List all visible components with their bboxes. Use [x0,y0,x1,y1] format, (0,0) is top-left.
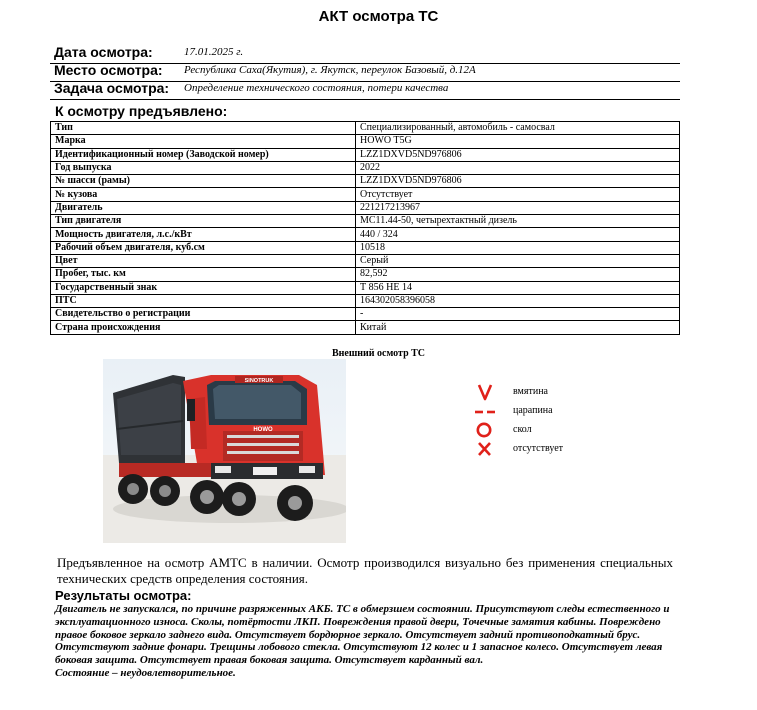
spec-key: Государственный знак [51,281,356,294]
table-row [51,161,680,174]
v-icon [475,383,495,401]
table-row [51,308,680,321]
spec-value: MC11.44-50, четырехтактный дизель [356,215,680,228]
cab-brand-text: SINOTRUK [244,378,274,384]
truck-photo [103,359,346,543]
spec-value: LZZ1DXVD5ND976806 [356,175,680,188]
spec-value: - [356,308,680,321]
spec-key: ПТС [51,294,356,307]
inspection-date-label: Дата осмотра: [54,44,153,60]
v-icon-shape [479,385,491,399]
spec-key: № шасси (рамы) [51,175,356,188]
circle-shape [478,424,490,436]
spec-value: HOWO T5G [356,135,680,148]
spec-value: 2022 [356,161,680,174]
x-icon [475,440,495,458]
table-row [51,188,680,201]
spec-value: Китай [356,321,680,334]
spec-key: Марка [51,135,356,148]
dashes-icon [475,402,495,420]
results-title: Результаты осмотра: [55,588,192,603]
info-row-task [50,81,680,100]
inspection-date-value: 17.01.2025 г. [184,46,244,58]
legend-label-missing: отсутствует [513,443,564,454]
inspection-description: Предъявленное на осмотр АМТС в наличии. Осмотр производился визуально без применения специальных технических средств определения состояния. [57,555,673,586]
table-row [51,268,680,281]
external-inspection-title: Внешний осмотр ТС [331,348,426,359]
table-row [51,321,680,334]
presented-section-title: К осмотру предъявлено: [55,103,228,119]
spec-key: Мощность двигателя, л.с./кВт [51,228,356,241]
spec-key: Год выпуска [51,161,356,174]
grille-badge-text: HOWO [253,427,273,433]
inspection-place-label: Место осмотра: [54,62,163,78]
results-conclusion: Состояние – неудовлетворительное. [55,666,236,679]
table-row [51,254,680,267]
spec-value: 10518 [356,241,680,254]
table-row [51,294,680,307]
results-text: Двигатель не запускался, по причине разряженных АКБ. ТС в обмерзшем состоянии. Присутствуют следы естественного и эксплуатационного износа. Сколы, потёртости ЛКП. Повреждения правой двери, Точечные замятия кабины. Повреждено правое боковое зеркало заднего вида. Отсутствует бордюрное зеркало. Отсутствует задний противоподкатный брус. Отсутствуют задние фонари. Трещины лобового стекла. Отсутствуют 12 колес и 1 запасное колесо. Отсутствует левая боковая защита. Отсутствует правая боковая защита. Отсутствует карданный вал. [55,603,670,667]
table-row [51,148,680,161]
document-title: АКТ осмотра ТС [318,8,439,25]
spec-key: Пробег, тыс. км [51,268,356,281]
spec-value: Т 856 НЕ 14 [356,281,680,294]
vehicle-spec-table [50,121,680,335]
spec-value: 440 / 324 [356,228,680,241]
spec-value: Отсутствует [356,188,680,201]
table-row [51,135,680,148]
spec-key: Тип двигателя [51,215,356,228]
inspection-task-value: Определение технического состояния, потери качества [184,82,449,94]
spec-key: Свидетельство о регистрации [51,308,356,321]
spec-value: LZZ1DXVD5ND976806 [356,148,680,161]
spec-value: 164302058396058 [356,294,680,307]
table-row [51,201,680,214]
legend-label-chip: скол [513,424,532,435]
circle-icon [475,421,495,439]
spec-key: Рабочий объем двигателя, куб.см [51,241,356,254]
table-row [51,241,680,254]
table-row [51,215,680,228]
results-block [55,603,675,680]
table-row [51,228,680,241]
spec-value: 221217213967 [356,201,680,214]
spec-value: Серый [356,254,680,267]
legend-label-dent: вмятина [513,386,548,397]
inspection-place-value: Республика Саха(Якутия), г. Якутск, переулок Базовый, д.12А [184,64,476,76]
spec-value: Специализированный, автомобиль - самосвал [356,122,680,135]
spec-value: 82,592 [356,268,680,281]
legend-label-scratch: царапина [513,405,553,416]
spec-key: № кузова [51,188,356,201]
spec-key: Идентификационный номер (Заводской номер) [51,148,356,161]
spec-key: Двигатель [51,201,356,214]
table-row [51,175,680,188]
spec-key: Страна происхождения [51,321,356,334]
inspection-task-label: Задача осмотра: [54,80,170,96]
table-row [51,281,680,294]
table-row [51,122,680,135]
spec-key: Тип [51,122,356,135]
spec-key: Цвет [51,254,356,267]
